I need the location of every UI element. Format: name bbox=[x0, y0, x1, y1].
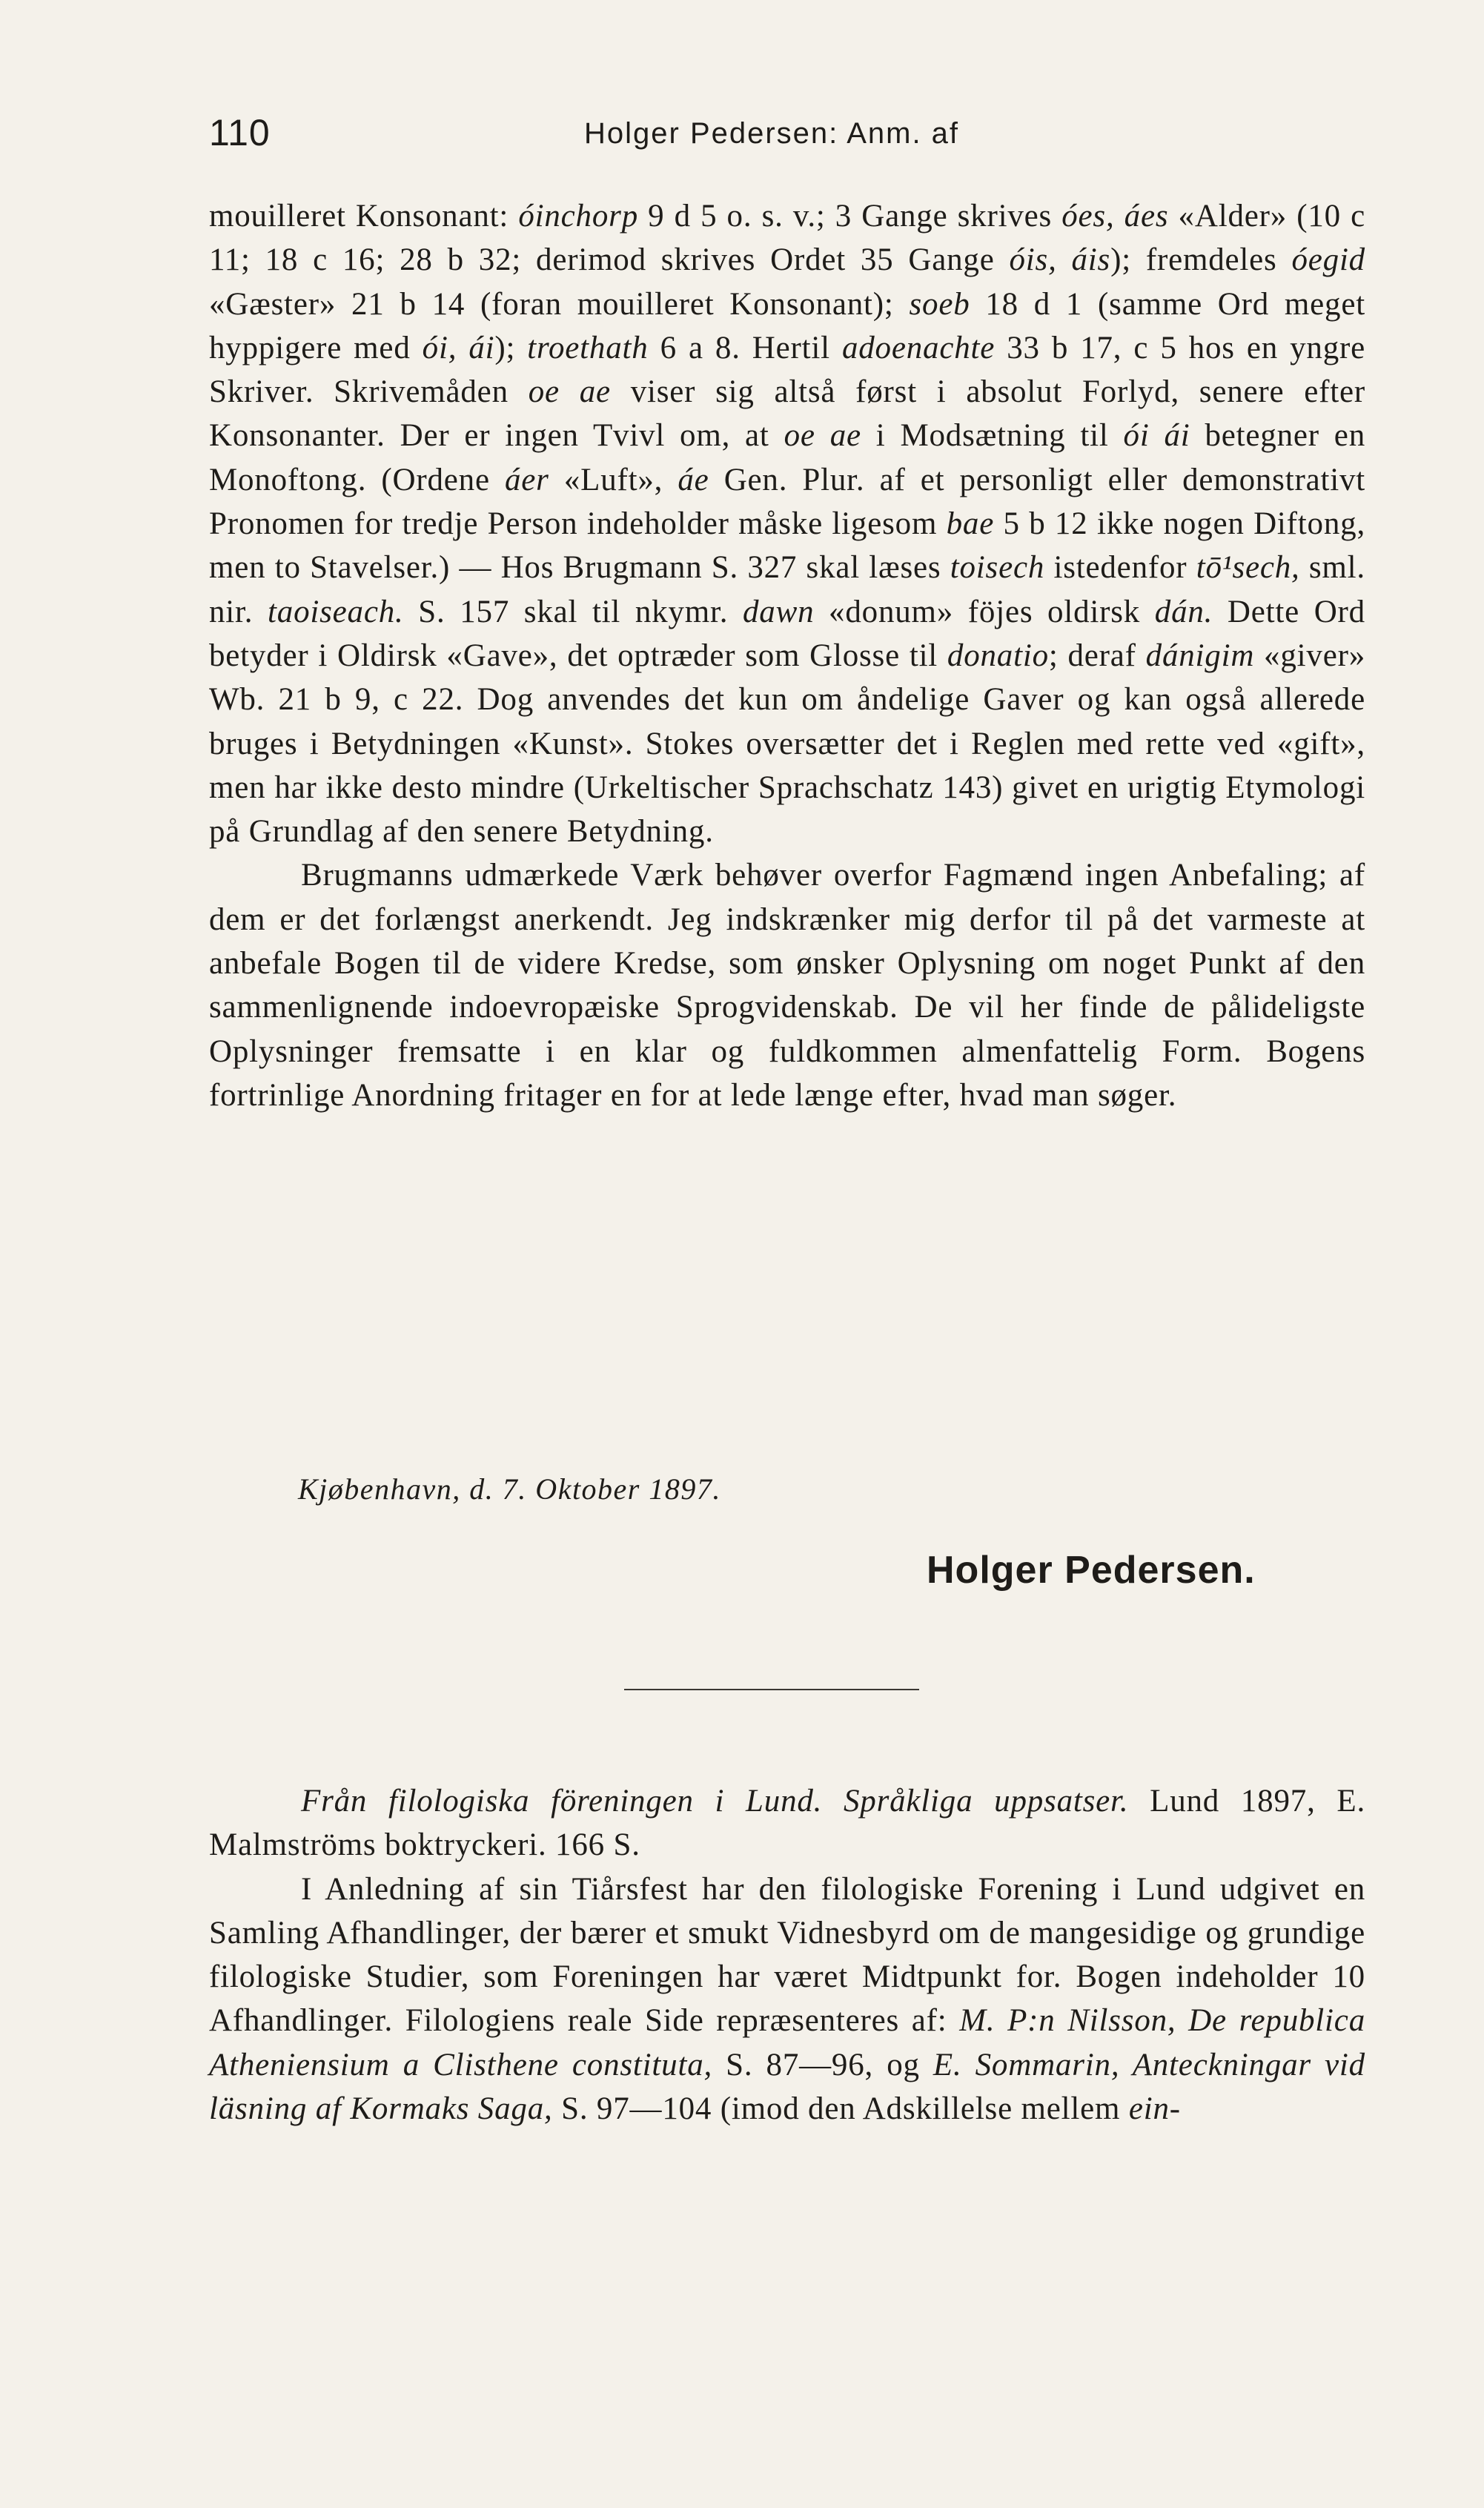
italic-run: oe ae bbox=[528, 374, 611, 410]
italic-run: donatio bbox=[947, 638, 1049, 673]
italic-run: E. Sommarin, Anteckningar vid läsning af Kormaks Saga, bbox=[209, 2047, 1365, 2127]
text-run: istedenfor bbox=[1044, 550, 1196, 586]
author-signature: Holger Pedersen. bbox=[927, 1549, 1256, 1592]
italic-run: óinchorp bbox=[518, 199, 638, 234]
text-run: 5 b 12 ikke nogen Diftong, men to Stavelser.) — Hos Brugmann S. 327 skal læses bbox=[209, 506, 1365, 586]
text-run: «donum» föjes oldirsk bbox=[814, 594, 1155, 629]
text-run: S. 157 skal til nkymr. bbox=[403, 594, 743, 629]
italic-run: oe ae bbox=[784, 418, 861, 454]
text-run: 9 d 5 o. s. v.; 3 Gange skrives bbox=[638, 199, 1062, 234]
italic-run: bae bbox=[946, 506, 995, 542]
review-continuation bbox=[209, 194, 1365, 1117]
text-run: ); fremdeles bbox=[1110, 242, 1292, 278]
italic-run: ein- bbox=[1128, 2091, 1181, 2127]
italic-run: M. P:n Nilsson, De republica Atheniensium a Clisthene constituta, bbox=[209, 2003, 1365, 2082]
text-run: I Anledning af sin Tiårsfest har den filologiske Forening i Lund udgivet en Samling Afhandlinger, der bærer et smukt Vidnesbyrd om de mangesidige og grundige filologiske Studier, som Foreningen har været Midtpunkt for. Bogen indeholder 10 Afhandlinger. Filologiens reale Side repræsenteres af: bbox=[209, 1871, 1365, 2039]
text-run: mouilleret Konsonant: bbox=[209, 199, 519, 234]
italic-run: adoenachte bbox=[841, 330, 996, 365]
text-run: Gen. Plur. af et personligt eller demonstrativt Pronomen for tredje Person indeholder måske ligesom bbox=[209, 462, 1365, 542]
text-run: viser sig altså først i absolut Forlyd, senere efter Konsonanter. Der er ingen Tvivl om, at bbox=[209, 374, 1365, 454]
italic-run: áer bbox=[504, 462, 549, 497]
italic-run: óes, áes bbox=[1061, 199, 1169, 234]
review-paragraph bbox=[209, 1867, 1365, 2131]
text-run: ); bbox=[494, 330, 528, 365]
page-number: 110 bbox=[209, 112, 271, 153]
paragraph-0 bbox=[209, 194, 1365, 853]
running-head: Holger Pedersen: Anm. af bbox=[584, 117, 960, 150]
text-run: 18 d 1 (samme Ord meget hyppigere med bbox=[209, 286, 1365, 365]
italic-run: dawn bbox=[742, 594, 815, 629]
text-run: «Luft», bbox=[549, 462, 678, 497]
text-run: S. 97—104 (imod den Adskillelse mellem bbox=[552, 2091, 1129, 2127]
text-run: sml. nir. bbox=[209, 550, 1365, 629]
italic-run: Från filologiska föreningen i Lund. Språkliga uppsatser. bbox=[301, 1784, 1129, 1819]
text-run: Brugmanns udmærkede Værk behøver overfor Fagmænd ingen Anbefaling; af dem er det forlængst anerkendt. Jeg indskrænker mig derfor til på det varmeste at anbefale Bogen til de videre Kredse, som ønsker Oplysning om noget Punkt af den sammenlignende indoevropæiske Sprogvidenskab. De vil her finde de pålideligste Oplysninger fremsatte i en klar og fuldkommen almenfattelig Form. Bogens fortrinlige Anordning fritager en for at lede længe efter, hvad man søger. bbox=[209, 858, 1365, 1113]
italic-run: dánigim bbox=[1145, 638, 1255, 673]
text-run: Lund 1897, E. Malmströms boktryckeri. 166 S. bbox=[209, 1784, 1365, 1863]
dateline: Kjøbenhavn, d. 7. Oktober 1897. bbox=[298, 1472, 721, 1506]
text-run: 6 a 8. Hertil bbox=[648, 330, 842, 365]
italic-run: toisech bbox=[950, 550, 1045, 586]
text-run: i Modsætning til bbox=[861, 418, 1124, 454]
text-run: betegner en Monoftong. (Ordene bbox=[209, 418, 1365, 497]
italic-run: ói ái bbox=[1123, 418, 1190, 454]
italic-run: óis, áis bbox=[1009, 242, 1111, 278]
text-run: «Gæster» 21 b 14 (foran mouilleret Konsonant); bbox=[209, 286, 910, 322]
page-header bbox=[209, 111, 1380, 163]
review-citation bbox=[209, 1779, 1365, 1867]
text-run: «Alder» (10 c 11; 18 c 16; 28 b 32; derimod skrives Ordet 35 Gange bbox=[209, 199, 1365, 278]
section-divider bbox=[624, 1689, 919, 1690]
paragraph-1 bbox=[209, 853, 1365, 1117]
new-review bbox=[209, 1779, 1365, 2131]
text-run: 33 b 17, c 5 hos en yngre Skriver. Skrivemåden bbox=[209, 330, 1366, 410]
text-run: «giver» Wb. 21 b 9, c 22. Dog anvendes det kun om åndelige Gaver og kan også allerede bruges i Betydningen «Kunst». Stokes oversætter det i Reglen med rette ved «gift», men har ikke desto mindre (Urkeltischer Sprachschatz 143) givet en urigtig Etymologi på Grundlag af den senere Betydning. bbox=[209, 638, 1365, 850]
italic-run: taoiseach. bbox=[268, 594, 404, 629]
italic-run: áe bbox=[678, 462, 709, 497]
italic-run: tō¹sech, bbox=[1196, 550, 1300, 586]
italic-run: ói, ái bbox=[422, 330, 495, 365]
italic-run: troethath bbox=[527, 330, 649, 365]
text-run: S. 87—96, og bbox=[712, 2047, 933, 2082]
italic-run: óegid bbox=[1291, 242, 1365, 278]
text-run: ; deraf bbox=[1048, 638, 1146, 673]
italic-run: soeb bbox=[909, 286, 970, 322]
italic-run: dán. bbox=[1154, 594, 1213, 629]
text-run: Dette Ord betyder i Oldirsk «Gave», det optræder som Glosse til bbox=[209, 594, 1365, 673]
